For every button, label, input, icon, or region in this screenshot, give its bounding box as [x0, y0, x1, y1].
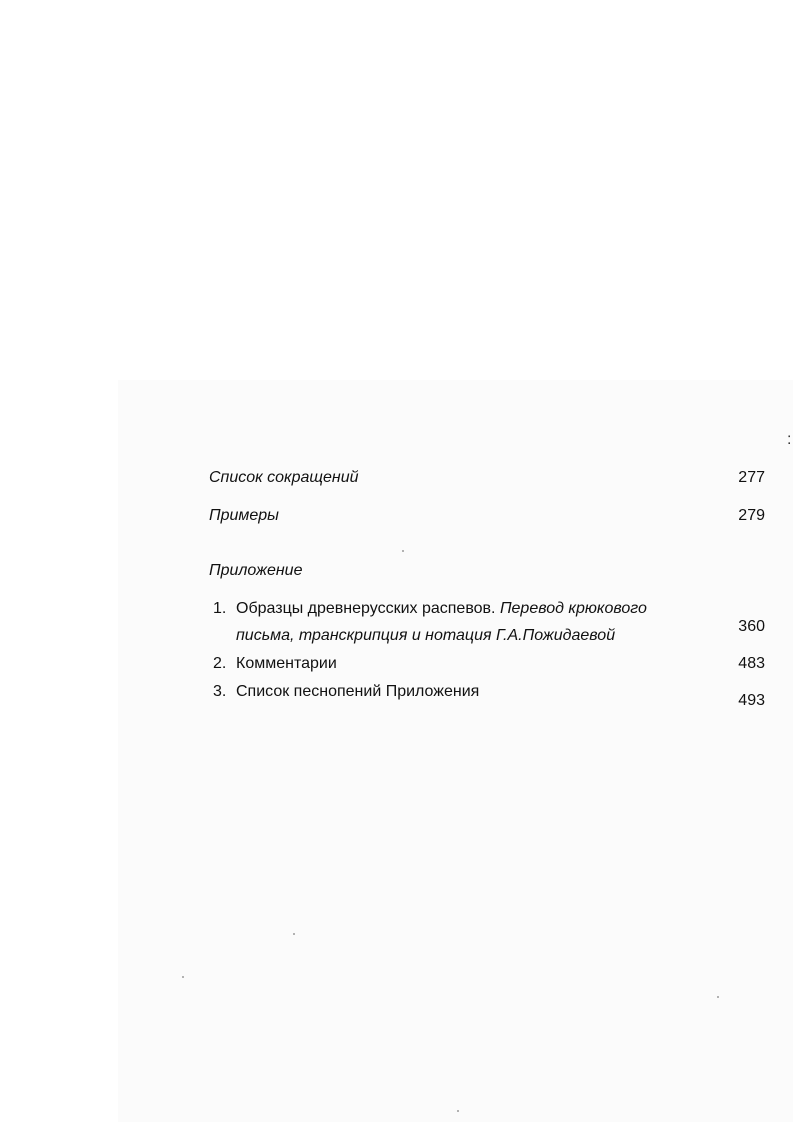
scan-speck [457, 1110, 459, 1112]
appendix-item-number: 2. [213, 655, 227, 672]
scan-speck [293, 933, 295, 935]
appendix-item-3-page: 493 [738, 692, 765, 709]
appendix-item-1-page: 360 [738, 618, 765, 635]
appendix-heading: Приложение [209, 562, 303, 579]
appendix-item-1-plain: Образцы древнерусских распевов. [236, 600, 496, 617]
appendix-item-2-page: 483 [738, 655, 765, 672]
page-edge-mark: : [787, 431, 792, 448]
toc-entry-examples: Примеры [209, 507, 279, 524]
scan-speck [717, 996, 719, 998]
appendix-item-1-italic: Перевод крюкового [499, 600, 647, 617]
scan-speck [182, 976, 184, 978]
appendix-item-2-text: Комментарии [236, 655, 337, 672]
appendix-item-3-text: Список песнопений Приложения [236, 683, 480, 700]
appendix-item-1-line-1 [236, 599, 647, 619]
appendix-item-number: 3. [213, 683, 227, 700]
appendix-item-1-line-2: письма, транскрипция и нотация Г.А.Пожидаевой [236, 627, 616, 644]
toc-page-examples: 279 [738, 507, 765, 524]
toc-entry-abbreviations: Список сокращений [209, 469, 359, 486]
scan-speck [402, 550, 404, 552]
toc-page-abbreviations: 277 [738, 469, 765, 486]
appendix-item-number: 1. [213, 600, 227, 617]
